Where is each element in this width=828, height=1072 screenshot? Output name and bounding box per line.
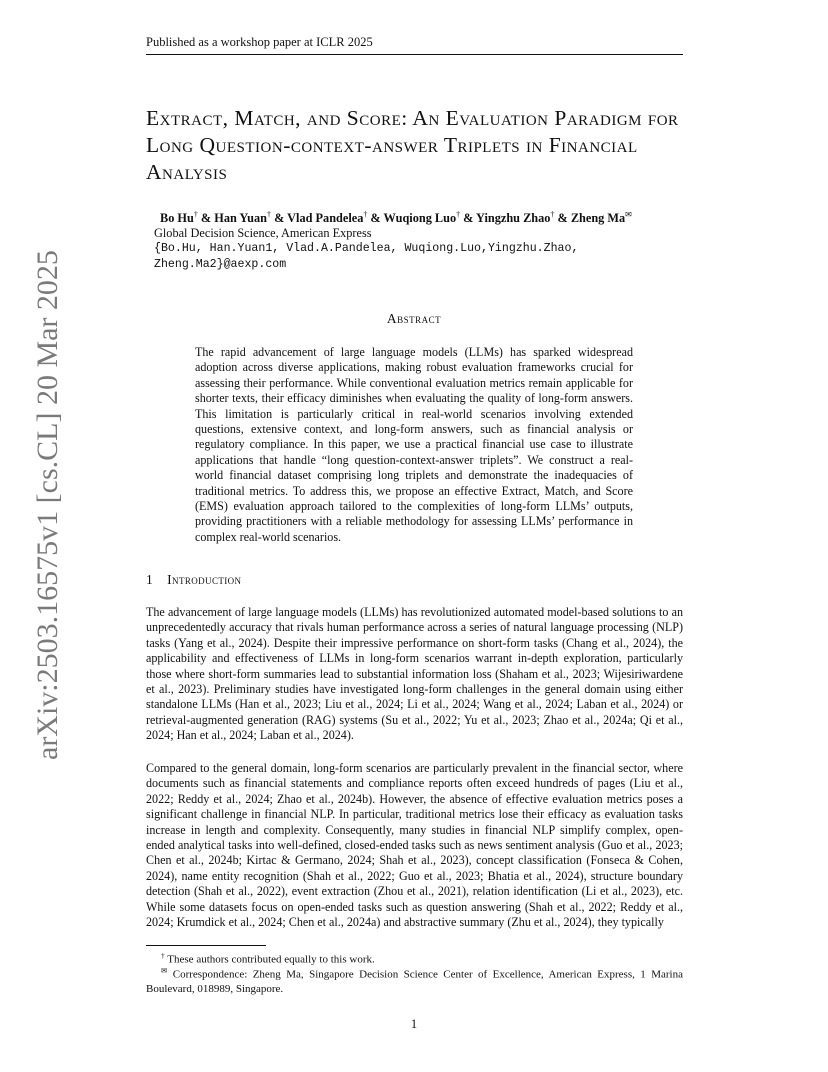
email-line-1: {Bo.Hu, Han.Yuan1, Vlad.A.Pandelea, Wuqiong.Luo,Yingzhu.Zhao,	[154, 242, 579, 255]
intro-paragraph-2: Compared to the general domain, long-form scenarios are particularly prevalent in the financial sector, where documents such as financial statements and compliance reports often exceed hundreds of pages (Liu et al., 2022; Reddy et al., 2024; Zhao et al., 2024b). However, the absence of effective evaluation metrics poses a significant challenge in financial NLP. In particular, traditional metrics lose their efficacy as evaluation tasks increase in length and complexity. Consequently, many studies in financial NLP simplify complex, open-ended analytical tasks into well-defined, closed-ended tasks such as news sentiment analysis (Guo et al., 2023; Chen et al., 2024b; Kirtac & Germano, 2024; Shah et al., 2023), concept classification (Fonseca & Cohen, 2024), name entity recognition (Shah et al., 2022; Guo et al., 2023; Bhatia et al., 2024), structure boundary detection (Shah et al., 2022), event extraction (Zhou et al., 2021), relation identification (Li et al., 2023), etc. While some datasets focus on open-ended tasks such as question answering (Shah et al., 2022; Reddy et al., 2024; Krumdick et al., 2024; Chen et al., 2024a) and abstractive summary (Zhu et al., 2024), they typically	[146, 761, 683, 930]
author-separator: &	[460, 211, 477, 226]
section-number: 1	[146, 572, 154, 587]
author-name: Zheng Ma	[570, 211, 626, 226]
email-line-2: Zheng.Ma2}@aexp.com	[154, 258, 287, 271]
author-separator: &	[554, 211, 571, 226]
author-name: Yingzhu Zhao	[476, 211, 551, 226]
author-separator: &	[197, 211, 215, 226]
author-mark: †	[456, 210, 461, 219]
author-emails	[154, 241, 694, 273]
author-list	[160, 210, 700, 226]
intro-paragraph-1: The advancement of large language models (LLMs) has revolutionized automated model-based solutions to an unprecedentedly accuracy that rivals human performance across a series of natural language processing (NLP) tasks (Yang et al., 2024). Despite their impressive performance on short-form tasks (Chang et al., 2024), the applicability and effectiveness of LLMs in long-form scenarios warrant in-depth exploration, particularly those where short-form summaries lead to substantial information loss (Shaham et al., 2023; Wijesiriwardene et al., 2023). Preliminary studies have investigated long-form challenges in the general domain using either standalone LLMs (Han et al., 2023; Liu et al., 2024; Li et al., 2024; Wang et al., 2024; Laban et al., 2024) or retrieval-augmented generation (RAG) systems (Su et al., 2022; Yu et al., 2023; Zhao et al., 2024a; Qi et al., 2024; Han et al., 2024; Laban et al., 2024).	[146, 605, 683, 743]
footnote-1-mark: †	[161, 951, 165, 960]
author-mark: †	[363, 210, 368, 219]
author-name: Bo Hu	[160, 211, 194, 226]
affiliation: Global Decision Science, American Express	[154, 226, 372, 240]
footnote-2-text: Correspondence: Zheng Ma, Singapore Decision Science Center of Excellence, American Express, 1 Marina Boulevard, 018989, Singapore.	[146, 968, 683, 996]
author-name: Han Yuan	[214, 211, 267, 226]
section-title: Introduction	[167, 572, 242, 587]
paper-title: Extract, Match, and Score: An Evaluation Paradigm for Long Question-context-answer Triplets in Financial Analysis	[146, 106, 679, 184]
author-mark: †	[193, 210, 198, 219]
author-mark: ✉	[625, 210, 632, 219]
author-mark: †	[267, 210, 271, 219]
author-separator: &	[367, 211, 384, 226]
arxiv-side-stamp: arXiv:2503.16575v1 [cs.CL] 20 Mar 2025	[31, 250, 64, 760]
running-header: Published as a workshop paper at ICLR 2025	[146, 35, 683, 55]
abstract-text: The rapid advancement of large language models (LLMs) has sparked widespread adoption across diverse applications, making robust evaluation frameworks crucial for assessing their performance. While conventional evaluation metrics remain applicable for shorter texts, their efficacy diminishes when evaluating the quality of long-form answers. This limitation is particularly critical in real-world scenarios involving extended questions, extensive context, and long-form answers, such as financial analysis or regulatory compliance. In this paper, we use a practical financial use case to illustrate applications that handle “long question-context-answer triplets”. We construct a real-world financial dataset comprising long triplets and demonstrate the inadequacies of traditional metrics. To address this, we propose an effective Extract, Match, and Score (EMS) evaluation approach tailored to the complexities of long-form LLMs’ outputs, providing practitioners with a reliable methodology for assessing LLMs’ performance in complex real-world scenarios.	[195, 345, 633, 544]
page-number: 1	[410, 1017, 418, 1031]
footnote-1-text: These authors contributed equally to this work.	[164, 953, 375, 966]
author-name: Vlad Pandelea	[287, 211, 364, 226]
footnote-rule	[146, 945, 266, 946]
author-mark: †	[550, 210, 555, 219]
author-name: Wuqiong Luo	[383, 211, 457, 226]
section-heading	[146, 572, 255, 588]
abstract-heading: Abstract	[386, 311, 442, 326]
footnote-2-mark: ✉	[161, 966, 168, 975]
footnote-2	[146, 964, 683, 997]
author-separator: &	[271, 211, 288, 226]
